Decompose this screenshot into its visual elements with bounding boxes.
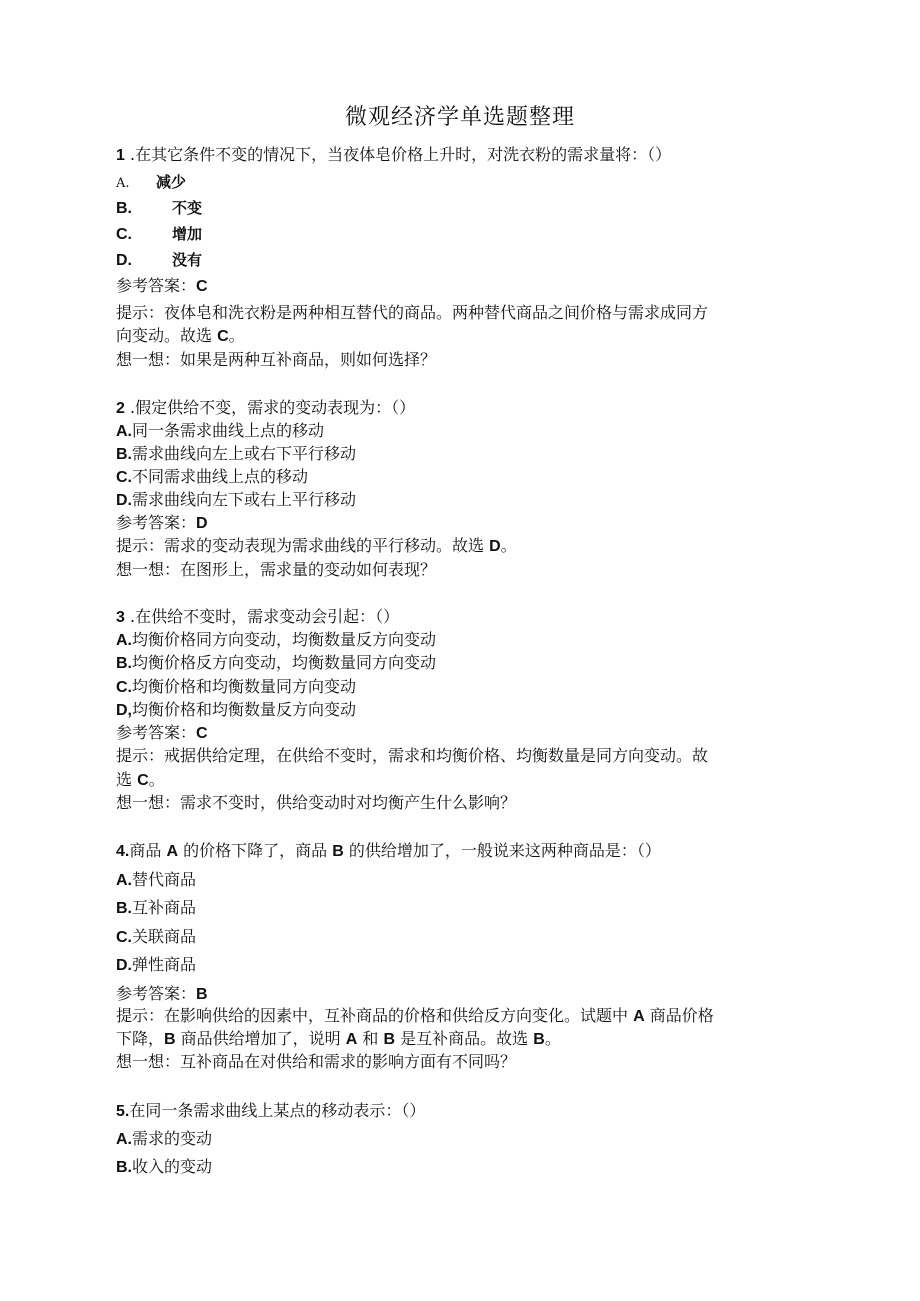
- document-title: 微观经济学单选题整理: [344, 105, 575, 130]
- q1-option-b: B. 不变: [116, 199, 203, 217]
- q4-think: 想一想：互补商品在对供给和需求的影响方面有不同吗？: [116, 1052, 517, 1071]
- q1-answer: 参考答案：C: [116, 276, 208, 295]
- q3-option-b: B.均衡价格反方向变动，均衡数量同方向变动: [116, 653, 437, 672]
- q2-option-b: B.需求曲线向左上或右下平行移动: [116, 444, 357, 463]
- q2-answer: 参考答案：D: [116, 513, 208, 532]
- q4-option-b: B.互补商品: [116, 898, 197, 917]
- q4-answer: 参考答案：B: [116, 984, 208, 1003]
- q1-option-c: C. 增加: [116, 225, 203, 243]
- q2-option-d: D.需求曲线向左下或右上平行移动: [116, 490, 357, 509]
- q3-option-d: D,均衡价格和均衡数量反方向变动: [116, 700, 357, 719]
- q2-think: 想一想：在图形上，需求量的变动如何表现？: [116, 560, 437, 579]
- q5-option-b: B.收入的变动: [116, 1157, 213, 1176]
- q3-think: 想一想：需求不变时，供给变动时对均衡产生什么影响？: [116, 793, 517, 812]
- q3-hint-line-2: 选 C。: [116, 770, 165, 789]
- q2-hint: 提示：需求的变动表现为需求曲线的平行移动。故选 D。: [116, 536, 517, 555]
- question-1: 1 .在其它条件不变的情况下，当夜体皂价格上升时，对洗衣粉的需求量将：（）: [116, 145, 672, 164]
- q4-option-c: C.关联商品: [116, 927, 197, 946]
- q3-option-a: A.均衡价格同方向变动，均衡数量反方向变动: [116, 630, 437, 649]
- q3-option-c: C.均衡价格和均衡数量同方向变动: [116, 677, 357, 696]
- q1-hint-line-2: 向变动。故选 C。: [116, 326, 245, 345]
- q4-hint-line-2: 下降，B 商品供给增加了，说明 A 和 B 是互补商品。故选 B。: [116, 1029, 561, 1048]
- question-4: 4.商品 A 的价格下降了，商品 B 的供给增加了，一般说来这两种商品是：（）: [116, 841, 661, 860]
- question-5: 5.在同一条需求曲线上某点的移动表示：（）: [116, 1101, 426, 1120]
- q2-option-c: C.不同需求曲线上点的移动: [116, 467, 309, 486]
- q4-option-a: A.替代商品: [116, 870, 197, 889]
- q1-option-d: D. 没有: [116, 251, 203, 269]
- q4-option-d: D.弹性商品: [116, 955, 197, 974]
- q3-hint-line-1: 提示：戒据供给定理，在供给不变时，需求和均衡价格、均衡数量是同方向变动。故: [116, 746, 709, 765]
- q1-think: 想一想：如果是两种互补商品，则如何选择？: [116, 350, 437, 369]
- q1-option-a: A. 减少: [116, 173, 187, 191]
- question-3: 3 .在供给不变时，需求变动会引起：（）: [116, 607, 400, 626]
- q1-hint-line-1: 提示：夜体皂和洗衣粉是两种相互替代的商品。两种替代商品之间价格与需求成同方: [116, 303, 709, 322]
- q5-option-a: A.需求的变动: [116, 1129, 213, 1148]
- q3-answer: 参考答案：C: [116, 723, 208, 742]
- q2-option-a: A.同一条需求曲线上点的移动: [116, 421, 325, 440]
- q4-hint-line-1: 提示：在影响供给的因素中，互补商品的价格和供给反方向变化。试题中 A 商品价格: [116, 1006, 714, 1025]
- question-2: 2 .假定供给不变，需求的变动表现为：（）: [116, 398, 416, 417]
